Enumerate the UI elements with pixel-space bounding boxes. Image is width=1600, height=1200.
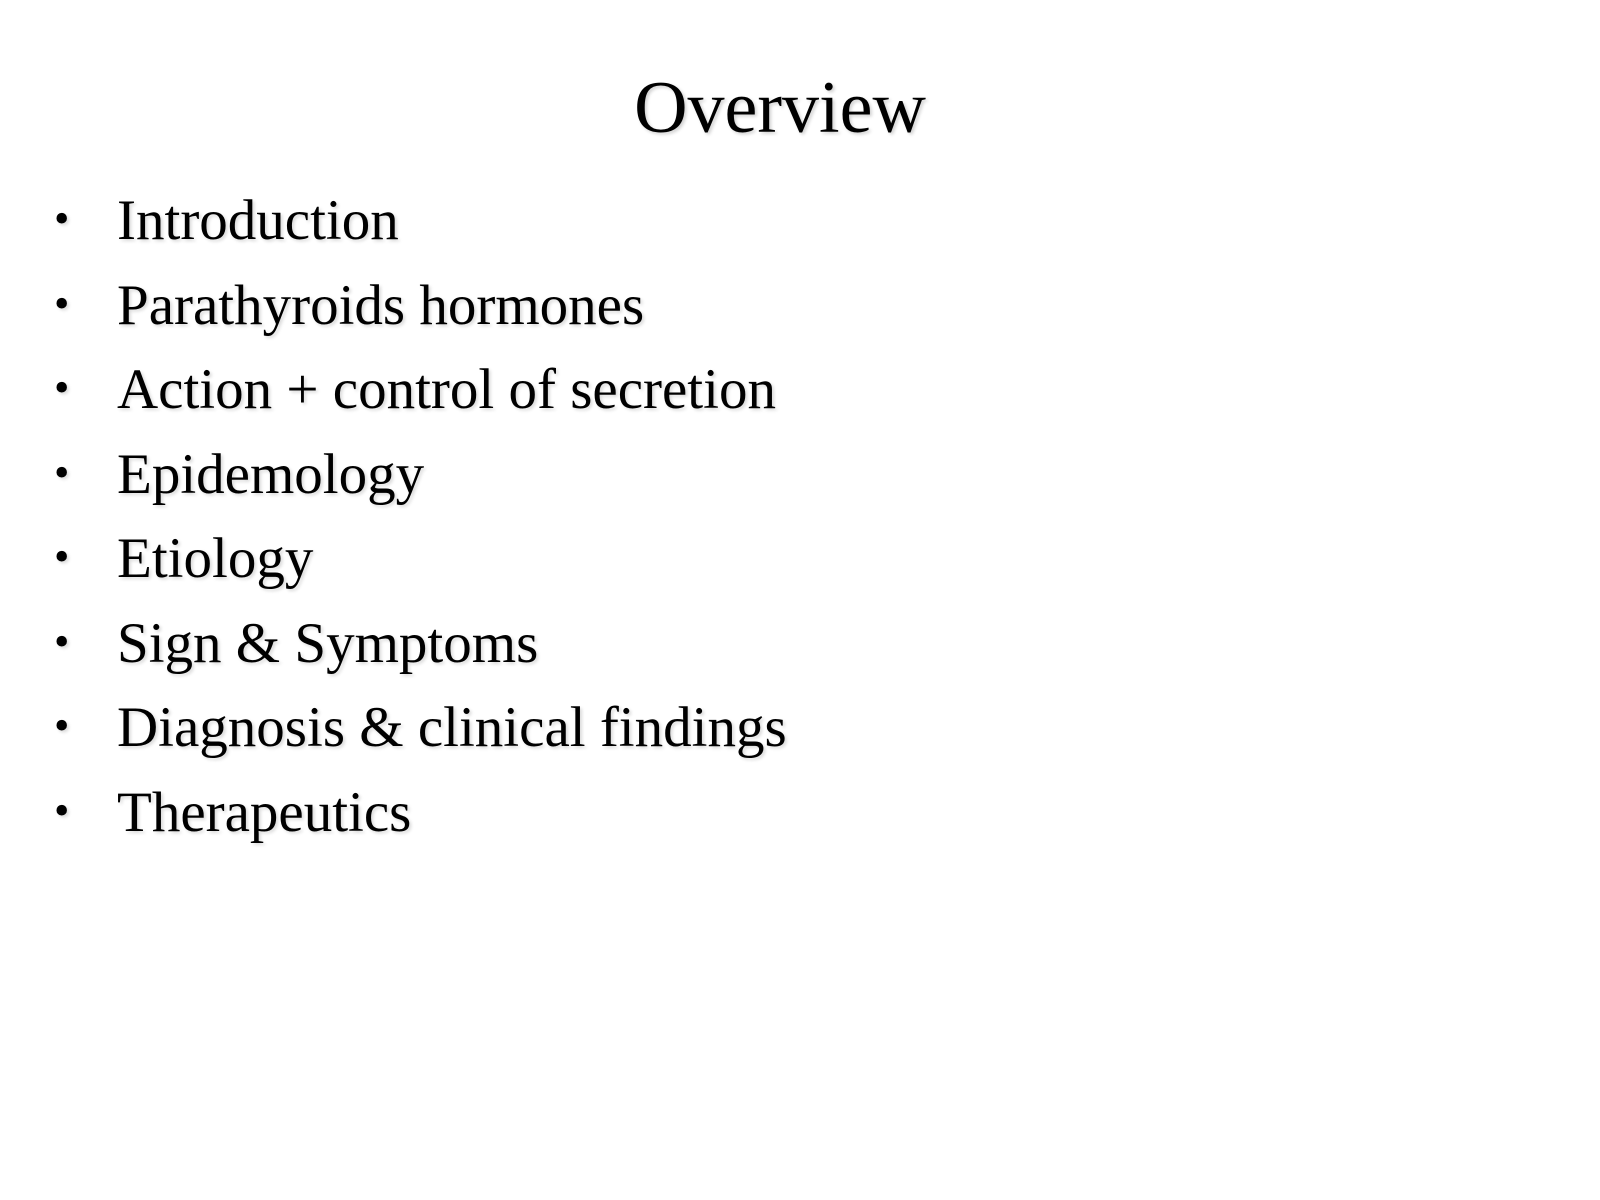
slide-title: Overview xyxy=(634,67,926,149)
bullet-icon: • xyxy=(54,363,70,412)
bullet-icon: • xyxy=(54,785,70,835)
bullet-icon: • xyxy=(54,701,70,750)
list-item-text: Diagnosis & clinical findings xyxy=(117,696,787,759)
bullet-icon: • xyxy=(54,616,70,666)
bullet-icon: • xyxy=(54,278,70,328)
bullet-icon: • xyxy=(54,532,70,581)
bullet-icon: • xyxy=(54,447,70,497)
bullet-icon: • xyxy=(54,194,70,243)
list-item-text: Action + control of secretion xyxy=(117,358,776,421)
list-item-text: Epidemology xyxy=(117,442,425,506)
list-item-text: Therapeutics xyxy=(117,780,412,844)
list-item-text: Introduction xyxy=(117,189,399,252)
list-item-text: Sign & Symptoms xyxy=(117,611,539,675)
list-item-text: Etiology xyxy=(117,527,314,590)
list-item-text: Parathyroids hormones xyxy=(117,273,645,337)
